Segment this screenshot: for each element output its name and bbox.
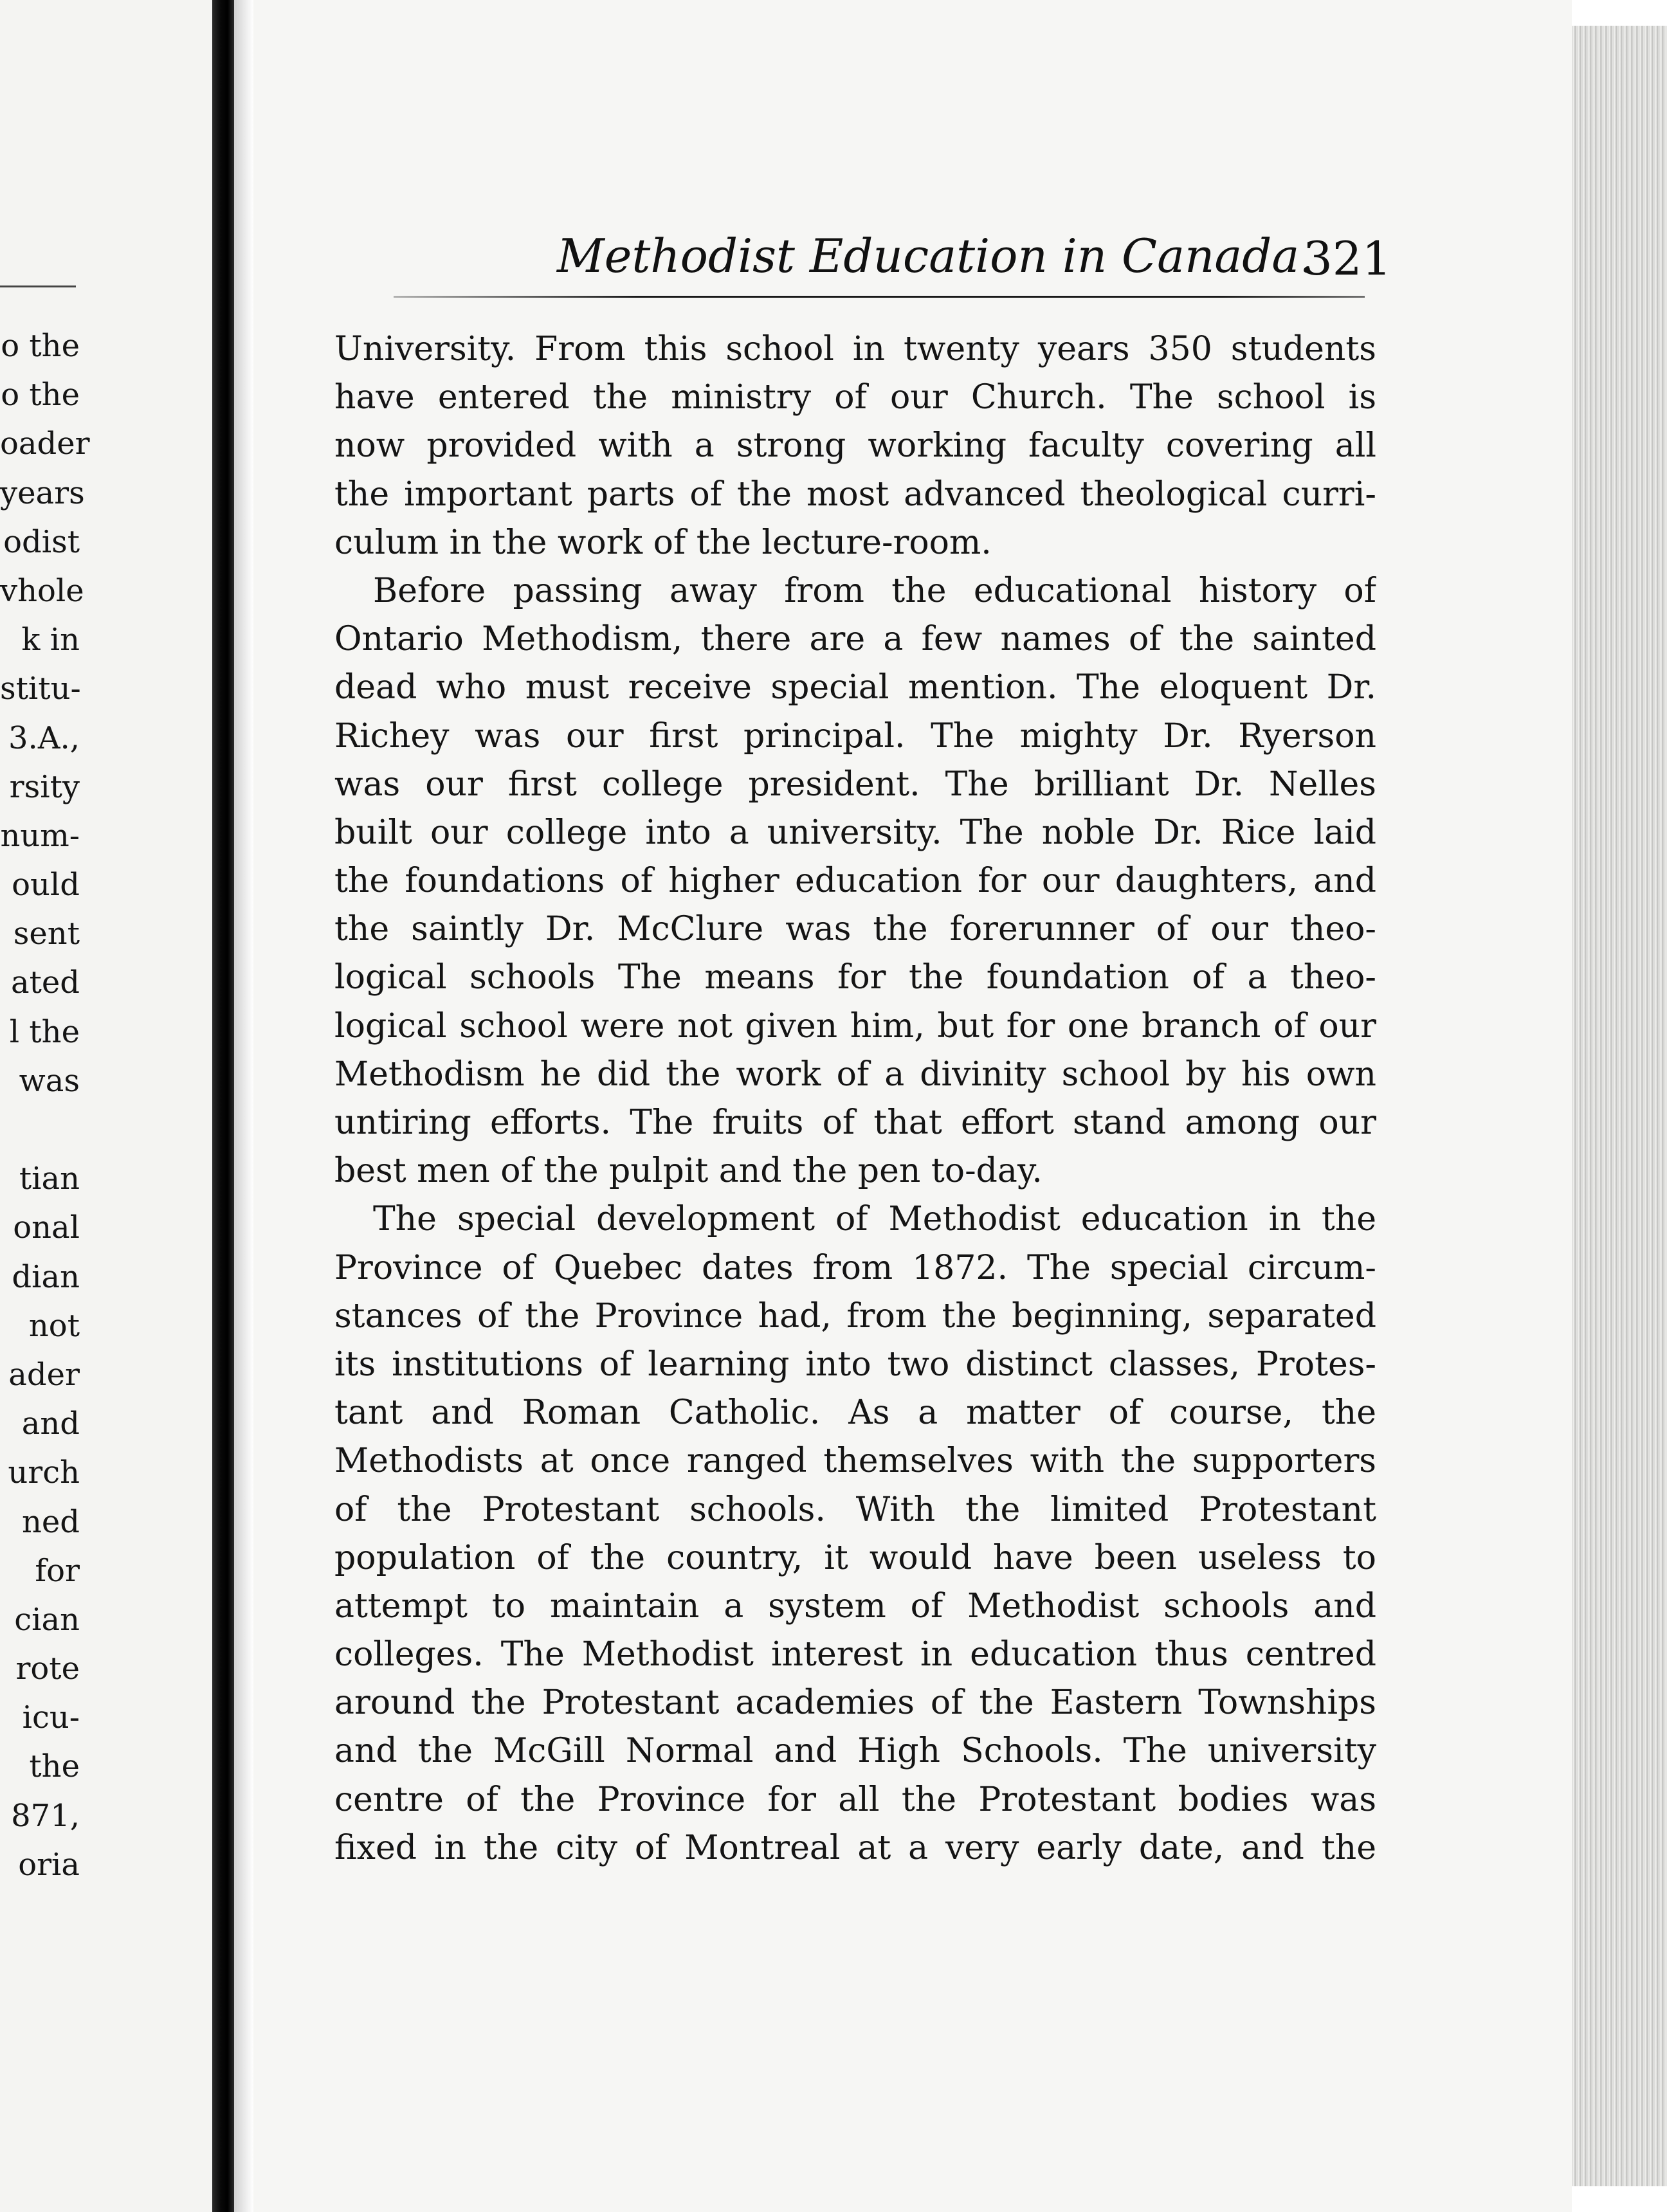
left-line: num- xyxy=(0,817,80,854)
left-line: for xyxy=(35,1552,80,1589)
left-line: ould xyxy=(12,867,80,903)
text-line: the saintly Dr. McClure was the forerunner of our theo- xyxy=(334,910,1376,949)
running-head: Methodist Education in Canada. xyxy=(557,229,1315,283)
left-line: icu- xyxy=(22,1700,80,1736)
left-page xyxy=(0,0,212,2212)
text-line: Methodism he did the work of a divinity school by his own xyxy=(334,1055,1376,1094)
page-number: 321 xyxy=(1303,231,1392,286)
left-line: ated xyxy=(10,965,80,1001)
text-line: The special development of Methodist education in the xyxy=(373,1200,1376,1239)
left-line: o the xyxy=(1,328,80,364)
text-line: Ontario Methodism, there are a few names of the sainted xyxy=(334,620,1376,659)
left-line: rote xyxy=(15,1651,80,1687)
left-line: urch xyxy=(8,1455,80,1491)
text-line: logical schools The means for the foundation of a theo- xyxy=(334,958,1376,997)
gutter-shadow xyxy=(234,0,253,2212)
text-line: stances of the Province had, from the beginning, separated xyxy=(334,1296,1376,1336)
text-line: Province of Quebec dates from 1872. The special circum- xyxy=(334,1248,1376,1287)
text-line: Before passing away from the educational history of xyxy=(373,571,1376,610)
text-line: untiring efforts. The fruits of that effort stand among our xyxy=(334,1103,1376,1142)
left-line: the xyxy=(29,1748,80,1785)
left-line: not xyxy=(28,1307,80,1344)
left-line: years xyxy=(0,475,85,511)
left-line: dian xyxy=(12,1258,80,1295)
text-line: fixed in the city of Montreal at a very early date, and the xyxy=(334,1828,1376,1867)
text-line: around the Protestant academies of the Eastern Townships xyxy=(334,1683,1376,1723)
left-line: rsity xyxy=(9,768,80,805)
header-rule xyxy=(394,296,1365,298)
text-line: colleges. The Methodist interest in education thus centred xyxy=(334,1635,1376,1674)
text-line: best men of the pulpit and the pen to-day. xyxy=(334,1152,1043,1191)
text-line: Methodists at once ranged themselves with the supporters xyxy=(334,1442,1376,1481)
left-line: ned xyxy=(21,1503,80,1540)
left-line: cian xyxy=(14,1601,80,1638)
page-edges-top xyxy=(1572,0,1667,26)
left-line: l the xyxy=(9,1013,80,1050)
left-line: 3.A., xyxy=(8,720,80,756)
page-edges xyxy=(1572,26,1667,2186)
text-line: culum in the work of the lecture-room. xyxy=(334,523,992,562)
left-line: oria xyxy=(18,1846,80,1883)
left-line xyxy=(0,1105,212,1154)
text-line: the foundations of higher education for our daughters, and xyxy=(334,862,1376,901)
body-text xyxy=(334,325,1376,1872)
text-line: now provided with a strong working faculty covering all xyxy=(334,426,1376,466)
left-line: oader xyxy=(0,426,90,462)
book-gutter xyxy=(212,0,234,2212)
text-line: tant and Roman Catholic. As a matter of course, the xyxy=(334,1393,1376,1433)
left-line: k in xyxy=(21,622,80,658)
left-line: ader xyxy=(8,1356,80,1393)
left-line: tian xyxy=(19,1161,80,1197)
text-line: of the Protestant schools. With the limited Protestant xyxy=(334,1490,1376,1529)
text-line: was our first college president. The brilliant Dr. Nelles xyxy=(334,765,1376,804)
left-line: 871, xyxy=(11,1797,80,1834)
text-line: University. From this school in twenty years 350 students xyxy=(334,330,1376,368)
left-line: sent xyxy=(13,916,80,952)
left-line: odist xyxy=(3,523,80,560)
text-line: and the McGill Normal and High Schools. The university xyxy=(334,1732,1376,1771)
text-line: centre of the Province for all the Protestant bodies was xyxy=(334,1780,1376,1819)
left-line: vhole xyxy=(0,572,84,609)
left-line: o the xyxy=(1,377,80,413)
text-line: Richey was our first principal. The mighty Dr. Ryerson xyxy=(334,716,1376,756)
left-line: was xyxy=(19,1062,80,1099)
left-line: onal xyxy=(13,1210,80,1246)
text-line: its institutions of learning into two distinct classes, Protes- xyxy=(334,1345,1376,1384)
left-page-rule xyxy=(0,286,76,287)
text-line: the important parts of the most advanced theological curri- xyxy=(334,475,1376,514)
text-line: dead who must receive special mention. The eloquent Dr. xyxy=(334,668,1376,707)
left-line: and xyxy=(21,1406,80,1442)
text-line: built our college into a university. The noble Dr. Rice laid xyxy=(334,813,1376,852)
text-line: have entered the ministry of our Church. The school is xyxy=(334,378,1376,417)
left-line: stitu- xyxy=(0,671,81,707)
left-page-text xyxy=(0,322,212,1889)
text-line: logical school were not given him, but for one branch of our xyxy=(334,1006,1376,1046)
text-line: population of the country, it would have been useless to xyxy=(334,1538,1376,1577)
text-line: attempt to maintain a system of Methodist schools and xyxy=(334,1586,1376,1626)
